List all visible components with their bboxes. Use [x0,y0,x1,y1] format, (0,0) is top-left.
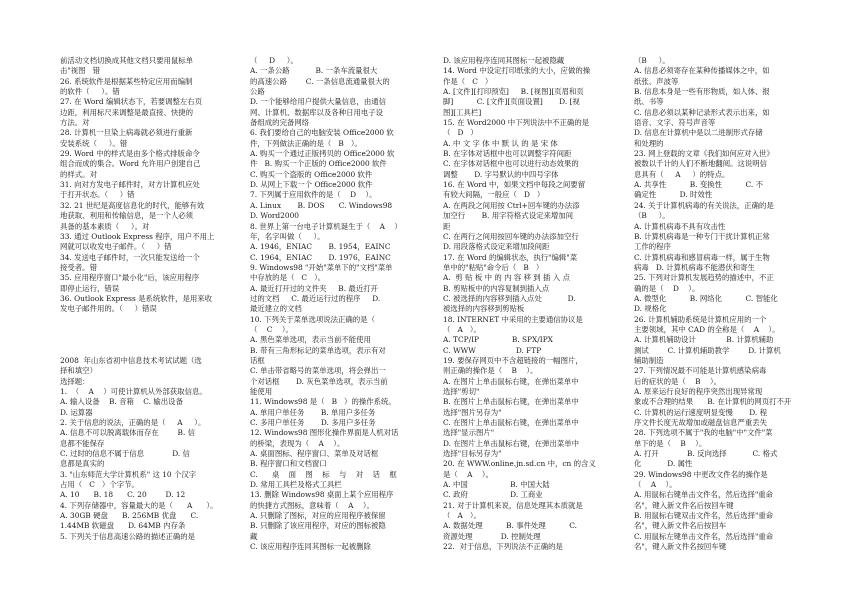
text-line: C. 1964，ENIAC D. 1976，EAINC [250,252,391,262]
text-line: 18. INTERNET 中采用的主要通信协议是 [443,314,583,324]
text-line: 脚] C. [文件][页面设置] D. [视 [443,97,580,107]
text-line: （ D ）。 [250,56,298,65]
text-line: C. 被选择的内容移到插入点处 D. [443,293,576,303]
text-column-2 [250,56,436,553]
text-line: 象或不合理的结果 B. 在计算机的网页打不开 [634,397,792,407]
text-line: A. 计算机辅助设计 B. 计算机辅助 [634,335,774,345]
text-line: 的快捷方式图标，意味着（ A ）。 [250,500,374,510]
text-line: 15. 在 Word2000 中下列说法中不正确的是 [443,118,590,128]
text-line: 的样式。对 [60,169,97,179]
text-line: A. 用鼠标右键单击文件名，然后选择"重命 [634,490,774,500]
text-line: 27. 在 Word 编辑状态下，若要调整左右页 [60,97,203,107]
text-line: A. Linux B. DOS C. Windows98 [250,200,393,210]
text-line: 31. 向对方发电子邮件时，对方计算机应处 [60,180,200,190]
text-line: A. TCP/IP B. SPX/IPX [443,335,553,345]
text-line: 23. 网上登载的文章《我们如何应对入世》 [634,149,774,159]
text-line: 的软件（ ）。错 [60,87,120,97]
text-line: （ A ）。 [443,324,481,334]
text-line: A. 购买一个通过正版拷贝的 Office2000 软 [250,149,395,159]
text-line: 接受者。错 [60,262,97,272]
text-line: A. 在图片上单击鼠标右键，在弹出菜单中 [443,376,579,386]
text-line: 名"，键入新文件名按回车键 [634,542,727,552]
text-line: 网就可以收发电子邮件。（ ）错 [60,242,172,252]
text-line: D. 运算器 [60,407,93,417]
text-line: 29. Word 中的样式是由多个格式排版命令 [60,149,200,159]
text-column-4 [634,56,820,553]
text-line: 调整 D. 字号默认的中四号字体 [443,169,559,179]
text-line: C. 计算机病毒和感冒病毒一样，属于生物 [634,252,770,262]
text-line: A. 原来运行良好的程序突然出现异常现 [634,387,763,396]
text-line: A. 信息必须寄存在某种传播媒体之中，如 [634,66,770,76]
text-line: B. 在字体对话框中也可以调整字符间距 [443,149,572,159]
text-line: A. 中国 B. 中国大陆 [443,480,550,490]
text-line: 过的文档 C. 最近运行过的程序 D. [250,293,381,303]
text-line: 选择"目标另存为" [443,449,502,459]
text-line: 22. 对于信息，下列说法不正确的是 [443,542,563,552]
text-line: D. 常用工具栏及格式工具栏 [250,480,342,490]
text-line: 占用（ C ）个字节。 [60,480,139,490]
text-line: A. 最近打开过的文件夹 B. 最近打开 [250,283,378,293]
text-line: A. 微型化 B. 网络化 C. 智能化 [634,293,778,303]
text-line: A. 1946，ENIAC B. 1954，EAINC [250,242,391,252]
text-line: 单中的"粘贴"命令后（ B ） [443,262,544,272]
text-line: D. 在图片上单击鼠标右键，在弹出菜单中 [443,438,580,448]
text-line: 选择"图片另存为" [443,407,502,417]
text-line: C. 单击带省略号的菜单选项，将会弹出一 [250,366,386,376]
text-line: 33. 通过 Outlook Express 程序，用户不用上 [60,231,215,241]
text-line: A. 计算机病毒不具有攻击性 [634,221,726,231]
text-line: C. 在两行之间用按回车键的办法添加空行 [443,231,579,241]
text-line: C. 该应用程序连同其图标一起被删除 [250,542,371,552]
text-line: 4. 下列存储器中，容量最大的是（ A ）。 [60,500,218,510]
text-line [60,325,246,335]
text-line: B. 计算机病毒是一种专门干扰计算机正常 [634,231,770,241]
text-line: B. 信息本身是一些有形物质，如人体、报 [634,87,770,97]
text-line [60,315,246,325]
text-line: 13. 删除 Windows98 桌面上某个应用程序 [250,490,394,500]
text-line: A. 单用户单任务 B. 单用户多任务 [250,407,376,417]
text-line: 6. 我们要给自己的电脑安装 Office2000 软 [250,128,394,138]
text-line: 单下的是（ B ）。 [634,438,707,448]
text-line: 后的症状的是（ B ）。 [634,376,722,386]
text-line: 于打开状态。（ ）错 [60,190,135,200]
text-line: A. 输入设备 B. 音箱 C. 输出设备 [60,397,183,407]
text-line: C. 信息必须以某种记录形式表示出来，如 [634,107,770,117]
text-line: 安装系统（ ）。错 [60,138,128,148]
text-line: 前活动文档切换成其他文档只要用鼠标单 [60,56,194,65]
text-line: 能使用 [250,387,273,396]
text-line: 8. 世界上第一台电子计算机诞生于（ A ） [250,221,402,231]
text-line: 名"，键入新文件名后按回车 [634,521,727,531]
text-line: A. 桌面图标、程序窗口、菜单及对话框 [250,449,379,459]
text-line: 测试 C. 计算机辅助教学 D. 计算机 [634,345,781,355]
text-line: 资源处理 D. 控制处理 [443,531,541,541]
text-line: （B ）。 [634,56,670,65]
text-line: 20. 在 WWW.online.jn.sd.cn 中，cn 的含义 [443,459,596,469]
text-line: （ D ） [443,128,478,138]
text-line: 选择"剪切" [443,387,480,396]
text-line: 击"视图 错 [60,66,101,76]
text-line: 图][工具栏] [443,107,482,117]
text-line: 辅助制造 [634,355,664,365]
text-line [60,346,246,356]
text-line: 26. 系统软件是根据某些特定应用而编制 [60,76,193,86]
text-line: 息都不能保存 [60,438,105,448]
text-line: 16. 在 Word 中，如果文档中每段之间要留 [443,180,586,190]
text-line: 纸张、声波等 [634,76,679,86]
text-line: 26. 计算机辅助系统是计算机应用的一个 [634,314,767,324]
text-line: 19. 要保存网页中不含超链接的一幅图片， [443,355,583,365]
text-line: D. 一个能够给用户提供大量信息，由通信 [250,97,387,107]
text-line: B. 用鼠标右键双击文件名，然后选择"重命 [634,511,774,521]
text-line: D. 信息在计算机中是以二进制形式存储 [634,128,763,138]
text-line: C. 桌 面 图 标 与 对 话 框 [250,469,397,479]
text-line: D. Word2000 [250,211,299,221]
text-line: A. 在两段之间用按 Ctrl+回车键的办法添 [443,200,580,210]
text-line: B. 只删除了该应用程序，对应的图标被隐 [250,521,386,531]
text-line: 5. 下列关于信息高速公路的描述正确的是 [60,531,196,541]
text-line: 具备的基本素质（ ）。对 [60,221,150,231]
text-line: 息都是真实的 [60,459,105,469]
text-line: A. 剪 贴 板 中 的 内 容 移 到 插 入 点 [443,273,570,283]
text-line: 主要领域，其中 CAD 的全称是（ A ）。 [634,324,780,334]
text-line: C. 政府 D. 工商业 [443,490,543,500]
text-line: 32. 21 世纪是高度信息化的时代，能够有效 [60,200,205,210]
text-line: 12. Windows98 图形化操作界面是人机对话 [250,428,399,438]
text-line: 择和填空） [60,366,97,376]
text-line: C. 多用户单任务 D. 多用户多任务 [250,418,376,428]
text-line: A. 打开 B. 反向选择 C. 格式 [634,449,778,459]
text-line: D. 规格化 [634,304,667,314]
text-line: 年，名字叫做（ ）。 [250,231,325,241]
text-line: 28. 计算机一旦染上病毒就必须进行重新 [60,128,193,138]
text-line: 10. 下列关于菜单选项说法正确的是（ [250,314,375,324]
text-line: A. 30GB 硬盘 B. 256MB 优盘 C. [60,511,199,521]
text-line: A. [文件][打印预览] B. [视图][页眉和页 [443,87,584,97]
text-line: 发电子邮件用的。（ ）错误 [60,304,157,314]
text-line: C. 在字体对话框中也可以进行动态效果的 [443,159,579,169]
text-line: A. 只删除了图标，对应的应用程序被保留 [250,511,386,521]
text-line: B. 在图片上单击鼠标右键，在弹出菜单中 [443,397,579,407]
text-line: 确定性 D. 时效性 [634,190,713,200]
text-line: 个对话框 D. 灰色菜单选项，表示当前 [250,376,388,386]
text-column-1 [60,56,246,542]
text-line: A. 黑色菜单选项，表示当前不能使用 [250,335,371,345]
text-line: D. 该应用程序连同其图标一起被隐藏 [443,56,565,65]
text-column-3 [443,56,629,553]
text-line: 备组成的完备网络 [250,118,310,128]
text-line: （B ）。 [634,211,670,221]
text-line: 语音、文字、符号声音等 [634,118,716,128]
text-line: 被数以千计的人们不断地翻阅。这说明信 [634,159,768,169]
text-line: 被选择的内容移到剪贴板 [443,304,525,314]
text-line: 1. （ A ）可使计算机从外部获取信息。 [60,387,207,396]
text-line: B. 剪贴板中的内容复制到插入点 [443,283,550,293]
text-line: 藏 [250,531,258,541]
text-line: 17. 在 Word 的编辑状态，执行"编辑"菜 [443,252,578,262]
text-line: 1.44MB 软磁盘 D. 64MB 内存条 [60,521,186,531]
text-line: 36. Outlook Express 是系统软件，是用来收 [60,293,213,303]
text-line: A. 中 文 字 体 中 默 认 的 是 宋 体 [443,138,558,148]
text-line: 地获取、利用和传输信息，是一个人必须 [60,211,194,221]
text-line: C. 过时的信息不属于信息 D. 信 [60,449,190,459]
text-line: 边距，利用标尺来调整是最直接、快捷的 [60,107,194,117]
text-line: 方法。对 [60,118,90,128]
text-line: 病毒 D. 计算机病毒不能潜伏和寄生 [634,262,755,272]
text-line: 9. Windows98 "开始"菜单下的"文档"菜单 [250,262,393,272]
text-line: 14. Word 中设定打印纸张的大小，应做的操 [443,66,591,76]
text-line: A. 数据处理 B. 事件处理 C. [443,521,578,531]
text-line: A. 共享性 B. 变换性 C. 不 [634,180,763,190]
text-line: A. 信息不可以脱离载体而存在 B. 信 [60,428,196,438]
text-line: 2. 关于信息的说法，正确的是（ A ）。 [60,418,206,428]
text-line: 公路 [250,87,265,97]
text-line: 纸、书等 [634,97,664,107]
text-line: 24. 关于计算机病毒的有关说法，正确的是 [634,200,774,210]
text-line: 话框 [250,355,265,365]
text-line: 34. 发送电子邮件时，一次只能发送给一个 [60,252,200,262]
text-line: 件 B. 购买一个正版的 Office2000 软件 [250,159,387,169]
text-line: 29. Windows98 中更改文件名的操作是 [634,469,768,479]
text-line: A. 一条公路 B. 一条车流量很大 [250,66,378,76]
text-line: 名"，键入新文件名后按回车键 [634,500,734,510]
text-line: 2008 年山东省初中信息技术考试试题（选 [60,355,202,365]
text-line: 组合而成的集合。Word 允许用户创建自己 [60,159,201,169]
text-line: C. 计算机的运行速度明显变慢 D. 程 [634,407,767,417]
text-line: 25. 下列对计算机发展趋势的描述中，不正 [634,273,774,283]
text-line: 则正确的操作是（ B ）。 [443,366,538,376]
text-line: 21. 对于计算机来说，信息处理其本质就是 [443,500,583,510]
text-line: A. 10 B. 18 C. 20 D. 12 [60,490,186,500]
text-line: 和处理的 [634,138,664,148]
text-line: 息具有（ A ）的特点。 [634,169,730,179]
text-line: 选择"显示图片" [443,428,495,438]
text-line: 35. 应用程序窗口"最小化"后，该应用程序 [60,273,200,283]
text-line: 化 D. 属性 [634,459,693,469]
text-line: （ A ）。 [443,511,481,521]
text-line: C. 购买一个盗版的 Office2000 软件 [250,169,373,179]
text-line: 是（ A ）。 [443,469,493,479]
text-line: 作是（ C ） [443,76,493,86]
text-line: 最近建立的文档 [250,304,302,314]
text-line: 加空行 B. 用字符格式设定来增加间 [443,211,574,221]
text-line: 3. "山东师范大学计算机系" 这 10 个汉字 [60,469,197,479]
text-line: C. 用鼠标左键单击文件名，然后选择"重命 [634,531,774,541]
text-line: 11. Windows98 是（ B ）的操作系统。 [250,397,396,407]
text-line: 确的是（ D ）。 [634,283,700,293]
text-line: D. 从网上下载一个 Office2000 软件 [250,180,373,190]
text-line: 中存放的是（ C ）。 [250,273,326,283]
text-line: 工作的程序 [634,242,671,252]
text-line: 的桥梁，表现为（ A ）。 [250,438,345,448]
text-line: 27. 下列情况最不可能是计算机感染病毒 [634,366,767,376]
text-line: C. 在图片上单击鼠标右键，在弹出菜单中 [443,418,579,428]
text-line: 的高速公路 C. 一条信息流通量很大的 [250,76,390,86]
text-line: C. WWW D. FTP [443,345,542,355]
text-line: 网、计算机、数据库以及各种日用电子设 [250,107,384,117]
text-line: 有较大间隔，一般应（ D ） [443,190,545,200]
text-line: B. 带有三角形标记的菜单选项，表示有对 [250,345,386,355]
text-line: （ A ）。 [634,480,677,490]
text-line: 件，下列做法正确的是（ B ）。 [250,138,362,148]
text-line: 即停止运行，错误 [60,283,120,293]
text-line [60,335,246,345]
text-line: B. 程序窗口和文档窗口 [250,459,327,469]
text-line: 7. 下列属于应用软件的是（ D ）。 [250,190,377,200]
text-line: D. 用段落格式设定来增加段间距 [443,242,550,252]
text-line: 选择题： [60,376,90,386]
text-line: 序文件长度无故增加或磁盘信息严重丢失 [634,418,768,428]
text-line: （ C ）。 [250,324,293,334]
text-line: 28. 下列选项不属于"我的电脑"中"文件"菜 [634,428,773,438]
text-line: 距 [443,221,451,231]
